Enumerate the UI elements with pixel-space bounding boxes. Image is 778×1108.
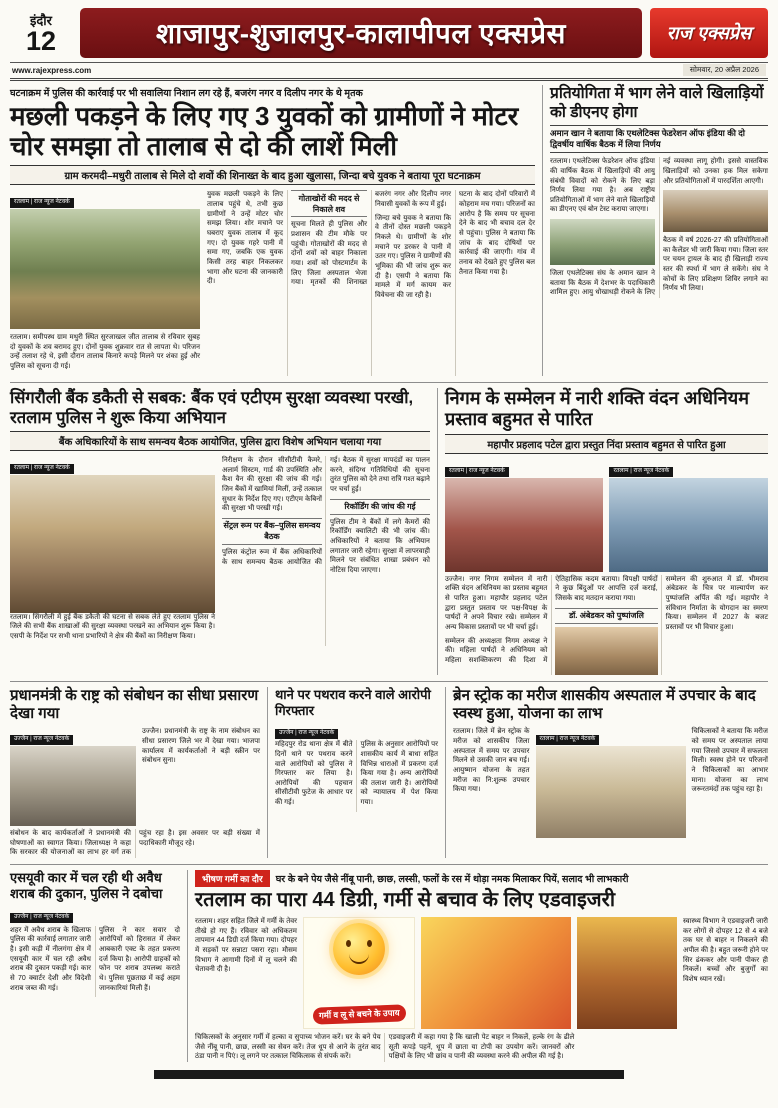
website-link[interactable]: www.rajexpress.com — [12, 65, 92, 75]
lead-headline: मछली पकड़ने के लिए गए 3 युवकों को ग्रामीणों ने मोटर चोर समझा तो तालाब से दो की लाशें मिली — [10, 101, 519, 162]
photo-credit: रतलाम | राज न्यूज नेटवर्क — [10, 464, 74, 474]
byline-credit: उज्जैन | राज न्यूज नेटवर्क — [275, 729, 338, 739]
article-bank-security — [10, 388, 437, 675]
bank-paragraph: निरीक्षण के दौरान सीसीटीवी कैमरे, अलार्म सिस्टम, गार्ड की उपस्थिति और कैश वैन की सुरक्षा की जांच की गई। जिन बैंकों में खामियां मिलीं, उन्हें तत्काल सुधार के निर्देश दिए गए। एटीएम केबिनों की सुरक्षा भी परखी गई। — [222, 456, 322, 513]
nigam-figure-1 — [445, 459, 604, 572]
bank-columns — [222, 456, 430, 646]
heat-paragraph: रतलाम। शहर सहित जिले में गर्मी के तेवर तीखे हो गए हैं। रविवार को अधिकतम तापमान 44 डिग्री दर्ज किया गया। दोपहर में सड़कों पर सन्नाटा पसरा रहा। मौसम विभाग ने आगामी दिनों में लू चलने की चेतावनी दी है। — [195, 918, 297, 974]
bank-paragraph: पुलिस कंट्रोल रूम में बैंक अधिकारियों के साथ समन्वय बैठक आयोजित की गई। बैठक में सुरक्षा मापदंडों का पालन करने, संदिग्ध गतिविधियों की सूचना तुरंत पुलिस को देने तथा रात्रि गश्त बढ़ाने पर चर्चा हुई। — [222, 456, 430, 566]
lead-pond-photo — [10, 209, 200, 329]
article-lead — [10, 85, 542, 376]
pm-columns — [10, 829, 260, 858]
page-fold-bar — [154, 1070, 624, 1079]
sun-eye-icon — [367, 940, 372, 947]
stroke-figure — [536, 727, 686, 838]
bank-inner-subhead-2: रिकॉर्डिंग की जांच की गई — [330, 499, 430, 515]
bank-figure — [10, 456, 215, 646]
dna-paragraph: बैठक में वर्ष 2026-27 की प्रतियोगिताओं का कैलेंडर भी जारी किया गया। जिला स्तर पर चयन ट्रायल के बाद ही खिलाड़ी राज्य स्तर की स्पर्धा में भाग ले सकेंगे। संघ ने कोचों के लिए प्रशिक्षण शिविर लगाने का निर्णय भी लिया। — [663, 237, 768, 293]
lead-kicker: घटनाक्रम में पुलिस की कार्रवाई पर भी सवालिया निशान लग रहे हैं, बजरंग नगर व दिलीप नगर के थे मृतक — [10, 88, 363, 99]
heat-kicker: घर के बने पेय जैसे नींबू पानी, छाछ, लस्सी, फलों के रस में थोड़ा नमक मिलाकर पियें, सलाद भी लाभकारी — [275, 874, 629, 886]
stroke-body — [453, 727, 768, 838]
bank-paragraph: पुलिस टीम ने बैंकों में लगे कैमरों की रिकॉर्डिंग क्वालिटी की भी जांच की। अधिकारियों ने बताया कि अभियान लगातार जारी रहेगा। सुरक्षा में लापरवाही मिलने पर संबंधित शाखा प्रबंधन को नोटिस दिया जाएगा। — [329, 518, 430, 574]
mid-row — [10, 383, 768, 682]
sun-mouth-icon — [349, 953, 369, 964]
dna-columns — [550, 157, 768, 298]
heat-street-photo — [577, 917, 677, 1029]
thana-paragraph: पुलिस के अनुसार आरोपियों पर शासकीय कार्य में बाधा सहित विभिन्न धाराओं में प्रकरण दर्ज किया गया है। अन्य आरोपियों की तलाश जारी है। आरोपियों को न्यायालय में पेश किया गया। — [360, 741, 438, 807]
heat-tips-badge: गर्मी व लू से बचने के उपाय — [312, 1004, 405, 1024]
article-heat-advisory — [187, 870, 768, 1062]
nigam-inner-subhead: डॉ. अंबेडकर को पुष्पांजलि — [555, 608, 657, 624]
dna-paragraph: रतलाम। एथलेटिक्स फेडरेशन ऑफ इंडिया की वार्षिक बैठक में खिलाड़ियों की आयु संबंधी विवादों को रोकने के लिए बड़ा निर्णय लिया गया है। अब राष्ट्रीय प्रतियोगिताओं में भाग लेने वाले खिलाड़ियों का डीएनए एवं बोन टेस्ट कराया जाएगा। — [550, 158, 655, 214]
nigam-columns — [445, 575, 768, 675]
brand-logo: राज एक्सप्रेस — [650, 8, 768, 58]
article-thana — [267, 687, 445, 858]
city-name: इंदौर — [30, 13, 52, 29]
photo-credit: रतलाम | राज न्यूज नेटवर्क — [445, 467, 509, 477]
photo-credit: रतलाम | राज न्यूज नेटवर्क — [536, 735, 600, 745]
city-page-box — [10, 8, 72, 58]
stroke-paragraph: चिकित्सकों ने बताया कि मरीज को समय पर अस्पताल लाया गया जिससे उपचार में सफलता मिली। स्वस्थ होने पर परिजनों ने चिकित्सकों का आभार माना। योजना का लाभ जरूरतमंदों तक पहुंच रहा है। — [691, 728, 768, 794]
bank-subhead: बैंक अधिकारियों के साथ समन्वय बैठक आयोजित, पुलिस द्वारा विशेष अभियान चलाया गया — [10, 431, 430, 451]
dna-subhead: अमान खान ने बताया कि एथलेटिक्स फेडरेशन ऑफ इंडिया की दो द्विवर्षीय वार्षिक बैठक में लिया निर्णय — [550, 125, 768, 153]
lead-paragraph: सूचना मिलते ही पुलिस और प्रशासन की टीम मौके पर पहुंची। गोताखोरों की मदद से दोनों शवों को बाहर निकाला गया। शवों को पोस्टमार्टम के लिए जिला अस्पताल भेजा गया। मृतकों की शिनाख्त बजरंग नगर और दिलीप नगर निवासी युवकों के रूप में हुई। — [291, 191, 451, 287]
nigam-subhead: महापौर प्रहलाद पटेल द्वारा प्रस्तुत निंदा प्रस्ताव बहुमत से पारित हुआ — [445, 434, 768, 454]
nigam-mayor-photo — [445, 478, 604, 572]
heat-strip — [195, 870, 768, 887]
heat-paragraph: एडवाइजरी में कहा गया है कि खाली पेट बाहर न निकलें, हल्के रंग के ढीले सूती कपड़े पहनें, धूप में छाता या टोपी का उपयोग करें। जानवरों और पक्षियों के लिए भी छांव व पानी की व्यवस्था करने की अपील की गई है। — [388, 1034, 575, 1061]
pm-paragraph: उज्जैन। प्रधानमंत्री के राष्ट्र के नाम संबोधन का सीधा प्रसारण जिले भर में देखा गया। भाजपा कार्यालय में कार्यकर्ताओं ने बड़ी स्क्रीन पर संबोधन सुना। — [142, 728, 260, 765]
nigam-headline: निगम के सम्मेलन में नारी शक्ति वंदन अधिनियम प्रस्ताव बहुमत से पारित — [444, 387, 749, 430]
heat-flag-badge: भीषण गर्मी का दौर — [195, 870, 270, 887]
article-suv-liquor — [10, 870, 187, 1062]
bank-body — [10, 456, 430, 646]
heat-bottom-columns — [195, 1033, 768, 1062]
thana-headline: थाने पर पथराव करने वाले आरोपी गिरफ्तार — [275, 686, 431, 718]
stroke-headline: ब्रेन स्ट्रोक का मरीज शासकीय अस्पताल में उपचार के बाद स्वस्थ हुआ, योजना का लाभ — [453, 686, 756, 722]
article-dna-test — [542, 85, 768, 376]
byline-credit: उज्जैन | राज न्यूज नेटवर्क — [10, 913, 73, 923]
page-number: 12 — [25, 26, 57, 57]
pm-figure — [10, 727, 136, 826]
bank-paragraph: रतलाम। सिंगरौली में हुई बैंक डकैती की घटना से सबक लेते हुए रतलाम पुलिस ने जिले की सभी बैंक शाखाओं की सुरक्षा व्यवस्था परखने का अभियान शुरू किया है। एसपी के निर्देश पर सभी थाना प्रभारियों ने क्षेत्र की बैंकों का निरीक्षण किया। — [10, 613, 215, 641]
heat-paragraph: चिकित्सकों के अनुसार गर्मी में हल्का व सुपाच्य भोजन करें। घर के बने पेय जैसे नींबू पानी, छाछ, लस्सी का सेवन करें। तेज धूप से आने के तुरंत बाद ठंडा पानी न पिएं। लू लगने पर तत्काल चिकित्सक से संपर्क करें। — [195, 1034, 381, 1061]
nigam-figures — [445, 459, 768, 572]
lead-paragraph: जिन्दा बचे युवक ने बताया कि वे तीनों दोस्त मछली पकड़ने निकले थे। ग्रामीणों के शोर मचाने पर डरकर वे पानी में उतर गए। पुलिस ने ग्रामीणों की भूमिका की भी जांच शुरू कर दी है। एसपी ने बताया कि मामले में मर्ग कायम कर विवेचना की जा रही है। — [375, 214, 451, 299]
lead-body — [10, 190, 535, 375]
pm-screening-photo — [10, 746, 136, 826]
bank-meeting-photo — [10, 475, 215, 613]
edition-masthead: शाजापुर-शुजालपुर-कालापीपल एक्सप्रेस — [80, 8, 642, 58]
dna-headline: प्रतियोगिता में भाग लेने वाले खिलाड़ियों को डीएनए होगा — [550, 85, 764, 121]
lead-columns — [207, 190, 535, 375]
nigam-portrait-photo — [555, 627, 657, 675]
stroke-patient-photo — [536, 746, 686, 838]
bank-inner-subhead-1: सेंट्रल रूम पर बैंक–पुलिस समन्वय बैठक — [222, 518, 322, 545]
heat-headline: रतलाम का पारा 44 डिग्री, गर्मी से बचाव के लिए एडवाइजरी — [195, 889, 616, 912]
dna-athletes-photo — [550, 219, 655, 265]
article-pm-address — [10, 687, 267, 858]
nigam-figure-2 — [609, 459, 768, 572]
suv-columns — [10, 926, 180, 998]
sun-eye-icon — [346, 940, 351, 947]
pm-headline: प्रधानमंत्री के राष्ट्र को संबोधन का सीधा प्रसारण देखा गया — [10, 686, 259, 722]
lead-figure — [10, 190, 200, 375]
date-label: सोमवार, 20 अप्रैल 2026 — [683, 64, 766, 76]
nigam-hall-photo — [609, 478, 768, 572]
suv-paragraph: शहर में अवैध शराब के खिलाफ पुलिस की कार्रवाई लगातार जारी है। इसी कड़ी में नीलगंगा क्षेत्र में एसयूवी कार में चल रही अवैध शराब की दुकान पकड़ी गई। कार से 70 क्वार्टर देशी और विदेशी शराब जब्त की गई। — [10, 926, 91, 992]
article-nigam — [437, 388, 768, 675]
nigam-paragraph: उज्जैन। नगर निगम सम्मेलन में नारी शक्ति वंदन अधिनियम का प्रस्ताव बहुमत से पारित हुआ। महापौर प्रहलाद पटेल द्वारा प्रस्तुत प्रस्ताव पर पक्ष-विपक्ष के पार्षदों ने अपने विचार रखे। सम्मेलन में अन्य विकास प्रस्तावों पर भी चर्चा हुई। — [444, 575, 548, 631]
nigam-paragraph: सम्मेलन की शुरुआत में डॉ. भीमराव अंबेडकर के चित्र पर माल्यार्पण कर पुष्पांजलि अर्पित की गई। महापौर ने संविधान निर्माता के योगदान का स्मरण किया। सम्मेलन में 2027 के बजट प्रस्तावों पर भी विचार हुआ। — [665, 575, 768, 631]
bank-headline: सिंगरौली बैंक डकैती से सबक: बैंक एवं एटीएम सुरक्षा व्यवस्था परखी, रतलाम पुलिस ने शुरू किया अभियान — [10, 388, 414, 427]
suv-headline: एसयूवी कार में चल रही थी अवैध शराब की दुकान, पुलिस ने दबोचा — [10, 870, 163, 901]
sun-cartoon-icon — [333, 923, 385, 975]
pm-paragraph: संबोधन के बाद कार्यकर्ताओं ने प्रधानमंत्री की घोषणाओं का स्वागत किया। जिलाध्यक्ष ने कहा कि सरकार की योजनाओं का लाभ हर वर्ग तक पहुंच रहा है। इस अवसर पर बड़ी संख्या में पदाधिकारी मौजूद रहे। — [10, 830, 260, 857]
heat-paragraph: स्वास्थ्य विभाग ने एडवाइजरी जारी कर लोगों से दोपहर 12 से 4 बजे तक घर से बाहर न निकलने की अपील की है। बहुत जरूरी होने पर सिर ढंककर और पानी पीकर ही निकलें। बच्चों और बुजुर्गों का विशेष ध्यान रखें। — [683, 918, 768, 983]
thana-columns — [275, 740, 438, 812]
lead-inner-subhead: गोताखोरों की मदद से निकाले शव — [291, 190, 367, 217]
lead-paragraph: युवक मछली पकड़ने के लिए तालाब पहुंचे थे, तभी कुछ ग्रामीणों ने उन्हें मोटर चोर समझ लिया। शोर मचाने पर घबराए युवक तालाब में कूद गए। दो युवक गहरे पानी में समा गए, जबकि एक युवक किसी तरह बाहर निकलकर भागा और घटना की जानकारी दी। — [207, 191, 283, 286]
suv-paragraph: पुलिस ने कार सवार दो आरोपियों को हिरासत में लेकर आबकारी एक्ट के तहत प्रकरण दर्ज किया है। आरोपी ग्राहकों को फोन पर शराब उपलब्ध कराते थे। पुलिस पूछताछ में कई अहम जानकारियां मिली हैं। — [99, 926, 180, 992]
date-strip — [10, 62, 768, 81]
dna-paragraph: जिला एथलेटिक्स संघ के अमान खान ने बताया कि बैठक में देशभर के पदाधिकारी शामिल हुए। आयु धोखाधड़ी रोकने के लिए नई व्यवस्था लागू होगी। इससे वास्तविक खिलाड़ियों को उनका हक मिल सकेगा और प्रतियोगिताओं में पारदर्शिता आएगी। — [550, 158, 768, 297]
lead-paragraph: घटना के बाद दोनों परिवारों में कोहराम मच गया। परिजनों का आरोप है कि समय पर सूचना देने के बाद भी बचाव दल देर से पहुंचा। पुलिस ने बताया कि जांच के बाद दोषियों पर कार्रवाई की जाएगी। गांव में तनाव को देखते हुए पुलिस बल तैनात किया गया है। — [459, 191, 535, 276]
top-row — [10, 81, 768, 383]
heat-body — [195, 917, 768, 1029]
article-brain-stroke — [445, 687, 768, 858]
heat-cartoon-illustration — [421, 917, 571, 1029]
stroke-paragraph: रतलाम। जिले में ब्रेन स्ट्रोक के मरीज को शासकीय जिला अस्पताल में समय पर उपचार मिलने से उसकी जान बच गई। आयुष्मान योजना के तहत मरीज का नि:शुल्क उपचार किया गया। — [453, 728, 530, 794]
photo-credit: रतलाम | राज न्यूज नेटवर्क — [10, 198, 74, 208]
nigam-paragraph: सम्मेलन की अध्यक्षता निगम अध्यक्ष ने की। महिला पार्षदों ने अधिनियम को महिला सशक्तिकरण की दिशा में ऐतिहासिक कदम बताया। विपक्षी पार्षदों ने कुछ बिंदुओं पर आपत्ति दर्ज कराई, जिसके बाद मतदान कराया गया। — [444, 575, 658, 664]
pm-body — [10, 727, 260, 826]
bottom-row — [10, 865, 768, 1064]
sun-cartoon-box — [303, 917, 415, 1029]
lead-paragraph: रतलाम। समीपस्थ ग्राम मथुरी स्थित सुरजाखल जीत तालाब से रविवार सुबह दो युवकों के शव बरामद हुए। दोनों युवक शुक्रवार रात से लापता थे। परिजन उन्हें तलाश रहे थे, इसी दौरान तालाब किनारे कपड़े मिलने पर शंका हुई और पुलिस को सूचना दी गई। — [10, 334, 200, 371]
dna-meeting-photo — [663, 190, 768, 232]
thana-paragraph: महिदपुर रोड थाना क्षेत्र में बीते दिनों थाने पर पथराव करने वाले आरोपियों को पुलिस ने गिरफ्तार कर लिया है। आरोपियों की पहचान सीसीटीवी फुटेज के आधार पर की गई। — [275, 741, 353, 807]
photo-credit: रतलाम | राज न्यूज नेटवर्क — [609, 467, 673, 477]
lead-subhead: ग्राम करमदी–मधुरी तालाब से मिले दो शवों की शिनाख्त के बाद हुआ खुलासा, जिन्दा बचे युवक ने बताया पूरा घटनाक्रम — [10, 165, 535, 185]
lower-row — [10, 682, 768, 865]
page-header — [10, 8, 768, 58]
photo-credit: उज्जैन | राज न्यूज नेटवर्क — [10, 735, 73, 745]
